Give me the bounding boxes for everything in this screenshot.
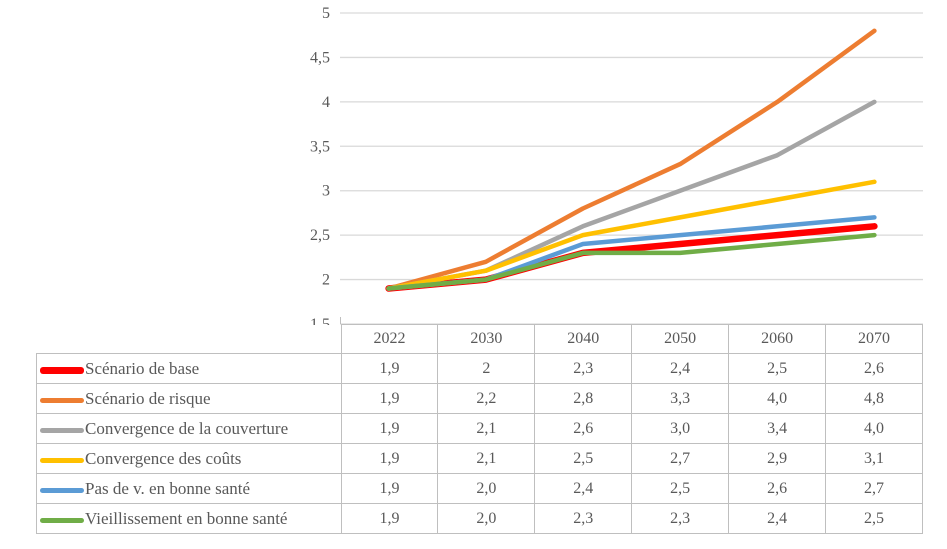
value-cell: 2,9 — [729, 444, 826, 474]
value-cell: 2,5 — [632, 474, 729, 504]
value-cell: 2,6 — [826, 354, 923, 384]
legend-line-swatch — [40, 458, 84, 463]
value-cell: 2,1 — [438, 414, 535, 444]
year-header-cell: 2050 — [632, 325, 729, 354]
legend-line-swatch — [40, 488, 84, 493]
table-header-row — [37, 325, 923, 354]
value-cell: 3,0 — [632, 414, 729, 444]
legend-line-swatch — [40, 398, 84, 403]
value-cell: 2,0 — [438, 504, 535, 534]
value-cell: 4,0 — [826, 414, 923, 444]
series-label-cell — [37, 354, 342, 384]
value-cell: 1,9 — [341, 444, 438, 474]
series-name: Convergence de la couverture — [85, 419, 289, 438]
value-cell: 2,5 — [729, 354, 826, 384]
value-cell: 2,3 — [535, 504, 632, 534]
year-header-cell: 2070 — [826, 325, 923, 354]
table-row — [37, 444, 923, 474]
series-name: Pas de v. en bonne santé — [85, 479, 251, 498]
table-row — [37, 384, 923, 414]
value-cell: 3,3 — [632, 384, 729, 414]
value-cell: 3,1 — [826, 444, 923, 474]
value-cell: 4,0 — [729, 384, 826, 414]
data-table — [36, 324, 923, 534]
value-cell: 1,9 — [341, 354, 438, 384]
y-axis-tick-label: 2 — [322, 271, 330, 289]
value-cell: 2 — [438, 354, 535, 384]
series-label-cell — [37, 444, 342, 474]
value-cell: 1,9 — [341, 384, 438, 414]
series-line-5 — [389, 235, 875, 288]
series-label-cell — [37, 474, 342, 504]
value-cell: 2,0 — [438, 474, 535, 504]
value-cell: 4,8 — [826, 384, 923, 414]
year-header-cell: 2030 — [438, 325, 535, 354]
series-name: Scénario de base — [85, 359, 200, 378]
value-cell: 2,4 — [729, 504, 826, 534]
y-axis-tick-label: 4 — [322, 93, 330, 111]
value-cell: 2,7 — [826, 474, 923, 504]
value-cell: 2,3 — [535, 354, 632, 384]
value-cell: 2,5 — [826, 504, 923, 534]
chart-series-lines — [389, 31, 875, 289]
y-axis-tick-label: 3 — [322, 182, 330, 200]
value-cell: 2,6 — [535, 414, 632, 444]
value-cell: 2,2 — [438, 384, 535, 414]
value-cell: 2,4 — [632, 354, 729, 384]
value-cell: 2,4 — [535, 474, 632, 504]
legend-line-swatch — [40, 428, 84, 433]
table-row — [37, 504, 923, 534]
value-cell: 2,3 — [632, 504, 729, 534]
y-axis-tick-label: 5 — [322, 5, 330, 22]
year-header-cell: 2060 — [729, 325, 826, 354]
y-axis-tick-labels — [310, 5, 330, 333]
value-cell: 1,9 — [341, 504, 438, 534]
series-label-cell — [37, 504, 342, 534]
value-cell: 2,7 — [632, 444, 729, 474]
series-label-cell — [37, 414, 342, 444]
year-header-cell: 2040 — [535, 325, 632, 354]
series-name: Scénario de risque — [85, 389, 211, 408]
value-cell: 1,9 — [341, 474, 438, 504]
table-header-blank-cell — [37, 325, 342, 354]
y-axis-tick-label: 3,5 — [310, 138, 330, 156]
value-cell: 2,5 — [535, 444, 632, 474]
value-cell: 2,1 — [438, 444, 535, 474]
y-axis-tick-label: 4,5 — [310, 49, 330, 67]
table-row — [37, 354, 923, 384]
value-cell: 3,4 — [729, 414, 826, 444]
series-name: Vieillissement en bonne santé — [85, 509, 288, 528]
table-row — [37, 474, 923, 504]
series-label-cell — [37, 384, 342, 414]
series-name: Convergence des coûts — [85, 449, 242, 468]
legend-line-swatch — [40, 367, 84, 374]
table-row — [37, 414, 923, 444]
value-cell: 2,8 — [535, 384, 632, 414]
value-cell: 2,6 — [729, 474, 826, 504]
year-header-cell: 2022 — [341, 325, 438, 354]
y-axis-tick-label: 2,5 — [310, 227, 330, 245]
legend-line-swatch — [40, 518, 84, 523]
value-cell: 1,9 — [341, 414, 438, 444]
